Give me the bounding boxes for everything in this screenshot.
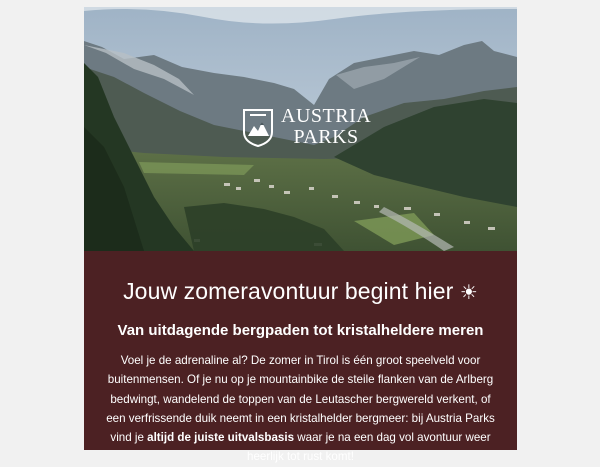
logo-wordmark-line1: AUSTRIA [281,105,372,127]
headline-text: Jouw zomeravontuur begint hier [123,278,454,304]
body-paragraph [100,341,501,467]
austria-parks-logo[interactable] [241,106,371,148]
subheadline: Van uitdagende bergpaden tot kristalheldere meren [117,322,484,339]
headline [100,251,501,307]
body-text-start: Voel je de adrenaline al? De zomer in Tirol is één groot speelveld voor buitenmensen. Of je nu op je mountainbike de steile flanken van de Arlberg bedwingt, wandelend de toppen van de Leutascher bergwereld verkent, of een verfrissende duik neemt in een kristalhelder bergmeer: bij Austria Parks vind je [106,354,495,445]
email-content [84,251,517,467]
logo-wordmark-line2: PARKS [293,126,359,148]
body-text-highlight: altijd de juiste uitvalsbasis [147,431,295,445]
austria-parks-logo-icon [241,106,275,148]
email-container [84,7,517,464]
sun-icon: ☀ [459,282,478,304]
logo-wordmark [281,106,371,148]
body-text-end: waar je na een dag vol avontuur weer heerlijk tot rust komt! [247,431,491,464]
hero-image[interactable] [84,7,517,251]
